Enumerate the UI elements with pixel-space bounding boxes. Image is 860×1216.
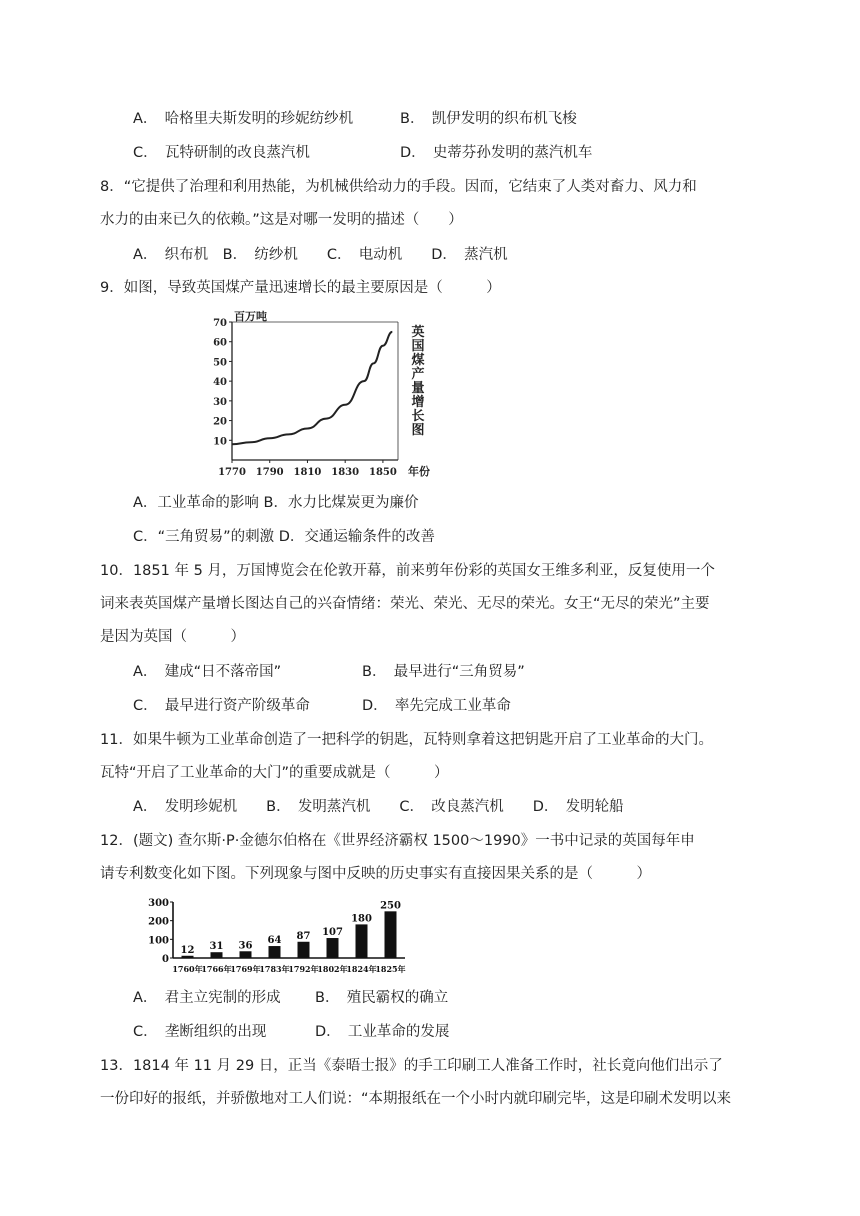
q7-option-a: A． 哈格里夫斯发明的珍妮纺纱机 [133,111,354,127]
bar [356,924,368,958]
coal-output-chart [208,306,440,482]
q9-stem: 9．如图，导致英国煤产量迅速增长的最主要原因是（ ） [100,280,501,296]
y-tick-label: 10 [213,436,227,448]
bar [240,951,252,958]
q10-stem-line1: 10．1851 年 5 月，万国博览会在伦敦开幕，前来剪年份彩的英国女王维多利亚，反复使用一个 [100,563,715,579]
x-tick-label: 1790 [255,467,284,478]
bar [211,952,223,958]
category-label: 1824年 [346,964,377,974]
y-tick-label: 20 [213,416,227,428]
q7-option-b: B． 凯伊发明的织布机飞梭 [400,111,577,127]
y-tick-label: 300 [148,898,169,909]
y-tick-label: 100 [148,935,169,947]
y-tick-label: 70 [213,318,227,329]
q11-stem-line2: 瓦特“开启了工业革命的大门”的重要成就是（ ） [100,765,449,781]
q10-option-c: C． 最早进行资产阶级革命 [133,698,310,714]
q12-option-d: D． 工业革命的发展 [315,1024,450,1040]
y-tick-label: 30 [213,396,227,408]
x-tick-label: 1810 [293,467,322,478]
chart-title-char: 国 [411,339,425,354]
coal-series-line [232,332,392,444]
q8-stem-line2: 水力的由来已久的依赖。”这是对哪一发明的描述（ ） [100,212,463,228]
x-tick-label: 1850 [368,467,397,478]
q12-option-b: B． 殖民霸权的确立 [315,990,449,1006]
bar [269,946,281,958]
chart-title-char: 量 [411,381,425,396]
bar [298,942,310,958]
q13-stem-line1: 13．1814 年 11 月 29 日，正当《泰晤士报》的手工印刷工人准备工作时，社长竟向他们出示了 [100,1058,723,1074]
category-label: 1766年 [201,964,232,974]
q10-stem-line3: 是因为英国（ ） [100,629,245,645]
chart-xlabel: 年份 [408,465,430,478]
category-label: 1825年 [375,964,406,974]
bar [327,938,339,958]
chart-title-char: 图 [411,423,425,438]
chart-title-char: 长 [411,409,425,424]
bar [182,956,194,958]
bar-value-label: 12 [180,944,195,956]
category-label: 1760年 [172,964,203,974]
y-tick-label: 0 [162,954,169,965]
q7-option-d: D． 史蒂芬孙发明的蒸汽机车 [400,145,593,161]
chart-title-vertical [410,324,424,438]
chart-ylabel: 百万吨 [234,310,267,323]
patent-count-chart [143,896,409,980]
bar [385,911,397,958]
q12-stem-line1: 12．(题文) 查尔斯·P·金德尔伯格在《世界经济霸权 1500～1990》一书中记录的英国每年申 [100,833,695,849]
bar-value-label: 87 [296,930,311,942]
category-label: 1792年 [288,964,319,974]
q11-stem-line1: 11．如果牛顿为工业革命创造了一把科学的钥匙，瓦特则拿着这把钥匙开启了工业革命的大门。 [100,732,713,748]
category-label: 1769年 [230,964,261,974]
q10-option-a: A． 建成“日不落帝国” [133,664,282,680]
y-tick-label: 40 [213,377,227,389]
category-label: 1802年 [317,964,348,974]
chart-title-char: 英 [411,325,425,340]
q12-stem-line2: 请专利数变化如下图。下列现象与图中反映的历史事实有直接因果关系的是（ ） [100,866,651,882]
q9-options-cd: C．“三角贸易”的刺激 D．交通运输条件的改善 [133,529,435,545]
q13-stem-line2: 一份印好的报纸，并骄傲地对工人们说：“本期报纸在一个小时内就印刷完毕，这是印刷术发明以来 [100,1091,732,1107]
y-tick-label: 50 [213,357,227,369]
bar-value-label: 180 [351,913,372,925]
chart-title-char: 增 [411,395,425,410]
x-tick-label: 1770 [218,467,246,478]
q10-option-d: D． 率先完成工业革命 [362,698,511,714]
q7-option-c: C． 瓦特研制的改良蒸汽机 [133,145,310,161]
q10-stem-line2: 词来表英国煤产量增长图达自己的兴奋情绪：荣光、荣光、无尽的荣光。女王“无尽的荣光”主要 [100,596,710,612]
q10-option-b: B． 最早进行“三角贸易” [362,664,525,680]
chart-title-char: 煤 [411,353,425,368]
y-tick-label: 200 [148,916,169,928]
chart-title-char: 产 [411,367,425,382]
q12-option-a: A． 君主立宪制的形成 [133,990,281,1006]
q12-option-c: C． 垄断组织的出现 [133,1024,267,1040]
bar-value-label: 250 [380,900,401,912]
x-tick-label: 1830 [331,467,360,478]
q8-stem-line1: 8．“它提供了治理和利用热能，为机械供给动力的手段。因而，它结束了人类对畜力、风力和 [100,179,697,195]
q9-options-ab: A．工业革命的影响 B．水力比煤炭更为廉价 [133,495,419,511]
q8-options: A． 织布机 B． 纺纱机 C． 电动机 D． 蒸汽机 [133,247,508,263]
bar-value-label: 107 [322,927,343,939]
category-label: 1783年 [259,964,290,974]
bar-value-label: 36 [238,940,253,952]
q11-options: A． 发明珍妮机 B． 发明蒸汽机 C． 改良蒸汽机 D． 发明轮船 [133,799,624,815]
bar-value-label: 64 [267,935,282,947]
bar-value-label: 31 [209,941,224,953]
y-tick-label: 60 [213,337,227,349]
